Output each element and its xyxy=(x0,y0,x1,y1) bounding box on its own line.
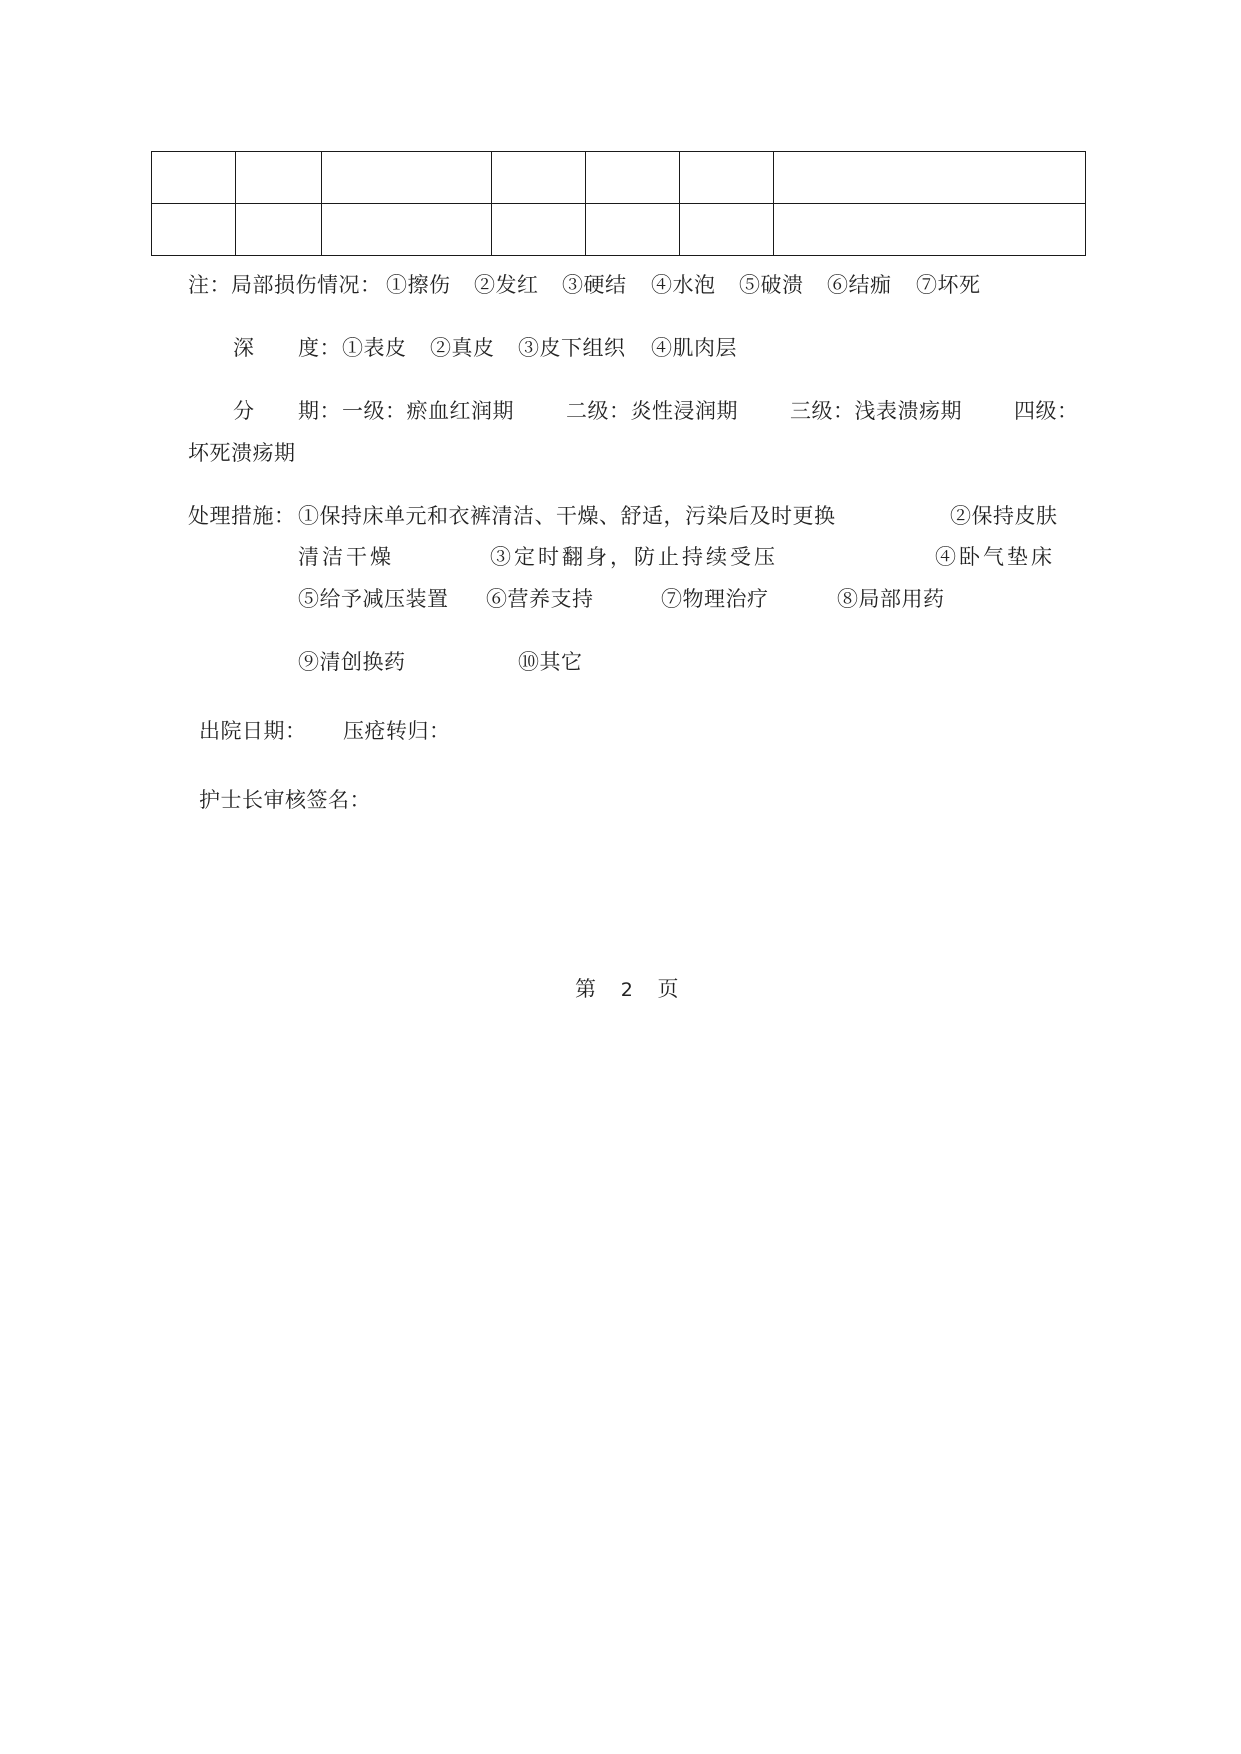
table-cell[interactable] xyxy=(321,152,491,204)
depth-label: 度： xyxy=(298,336,341,360)
measures-item: ①保持床单元和衣裤清洁、干燥、舒适，污染后及时更换 xyxy=(298,504,836,528)
table-cell[interactable] xyxy=(680,152,774,204)
table-cell[interactable] xyxy=(491,204,585,256)
stage-label-char: 分 xyxy=(233,399,255,423)
table-cell[interactable] xyxy=(585,204,680,256)
table-cell[interactable] xyxy=(680,204,774,256)
measures-item: ⑤给予减压装置 xyxy=(298,587,449,611)
page-prefix: 第 xyxy=(575,977,596,1001)
depth-item: ③皮下组织 xyxy=(518,336,626,360)
stage-continuation: 坏死溃疡期 xyxy=(188,441,296,465)
injury-item: ⑦坏死 xyxy=(916,273,981,297)
page-number-value: 2 xyxy=(620,979,633,1001)
table-row xyxy=(152,204,1086,256)
table-cell[interactable] xyxy=(491,152,585,204)
injury-item: ③硬结 xyxy=(562,273,627,297)
injury-label: 注：局部损伤情况： xyxy=(188,273,382,297)
measures-item: ⑧局部用药 xyxy=(837,587,945,611)
stage-item: 三级：浅表溃疡期 xyxy=(790,399,962,423)
depth-item: ④肌肉层 xyxy=(651,336,737,360)
depth-item: ①表皮 xyxy=(342,336,407,360)
injury-item: ④水泡 xyxy=(651,273,716,297)
stage-item: 二级：炎性浸润期 xyxy=(566,399,738,423)
table-cell[interactable] xyxy=(235,152,321,204)
measures-item: ③定时翻身，防止持续受压 xyxy=(490,545,778,569)
table-cell[interactable] xyxy=(774,152,1086,204)
stage-item: 一级：瘀血红润期 xyxy=(342,399,514,423)
signature-label: 护士长审核签名： xyxy=(199,788,371,812)
injury-item: ②发红 xyxy=(474,273,539,297)
table-cell[interactable] xyxy=(321,204,491,256)
stage-label: 期： xyxy=(298,399,341,423)
table-cell[interactable] xyxy=(585,152,680,204)
stage-item: 四级： xyxy=(1014,399,1079,423)
record-table xyxy=(151,151,1086,256)
table-cell[interactable] xyxy=(152,204,236,256)
measures-item: ④卧气垫床 xyxy=(935,545,1055,569)
page-suffix: 页 xyxy=(657,977,679,1001)
injury-item: ①擦伤 xyxy=(386,273,451,297)
measures-item: ⑩其它 xyxy=(518,650,583,674)
injury-item: ⑥结痂 xyxy=(827,273,892,297)
depth-label-char: 深 xyxy=(233,336,255,360)
measures-item: ⑨清创换药 xyxy=(298,650,406,674)
table-cell[interactable] xyxy=(774,204,1086,256)
measures-item: 清洁干燥 xyxy=(298,545,394,569)
table-cell[interactable] xyxy=(235,204,321,256)
page-number xyxy=(575,975,678,1004)
measures-item: ②保持皮肤 xyxy=(950,504,1058,528)
measures-item: ⑥营养支持 xyxy=(486,587,594,611)
outcome-label: 压疮转归： xyxy=(343,719,451,743)
measures-label: 处理措施： xyxy=(188,504,296,528)
table-row xyxy=(152,152,1086,204)
measures-item: ⑦物理治疗 xyxy=(661,587,769,611)
discharge-date-label: 出院日期： xyxy=(199,719,307,743)
depth-item: ②真皮 xyxy=(430,336,495,360)
table-cell[interactable] xyxy=(152,152,236,204)
injury-item: ⑤破溃 xyxy=(739,273,804,297)
